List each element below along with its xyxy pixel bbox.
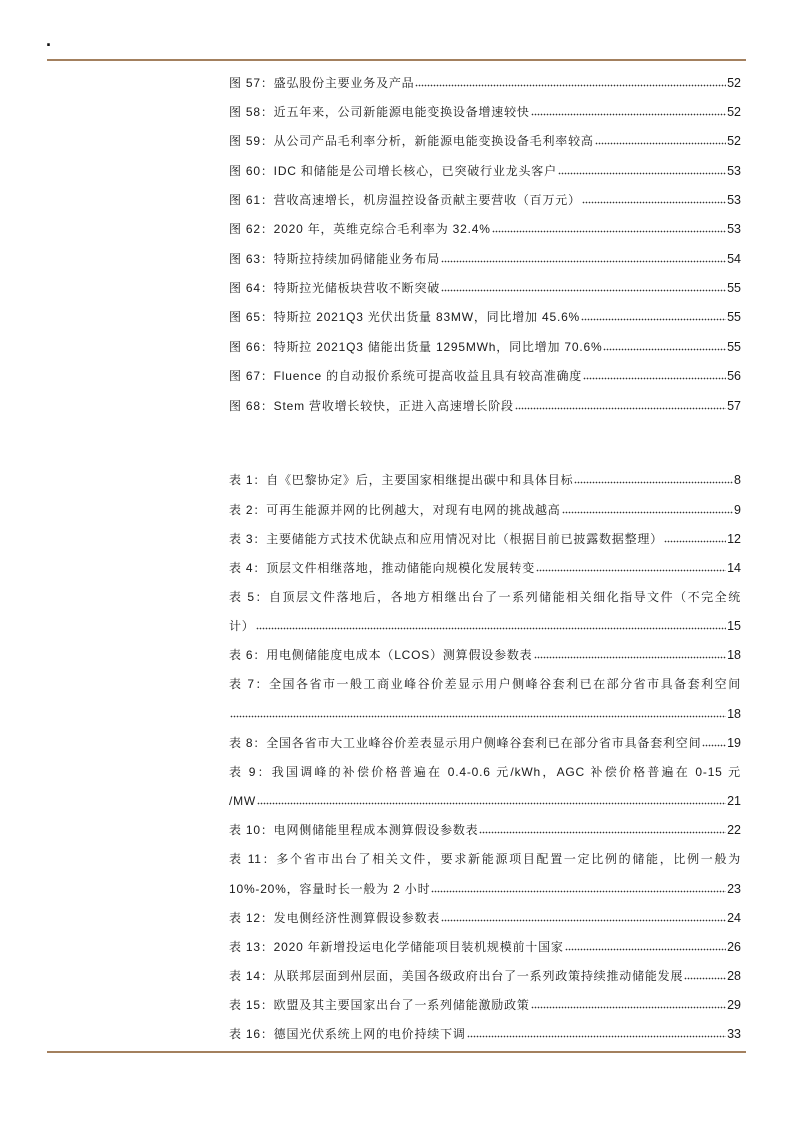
entry-page: 18 (727, 648, 741, 663)
dot-leader (565, 948, 726, 951)
entry-title: 表 4：顶层文件相继落地，推动储能向规模化发展转变 (229, 560, 536, 575)
figure-entry[interactable] (229, 186, 741, 215)
table-entry[interactable] (229, 904, 741, 933)
entry-continuation (229, 875, 741, 904)
table-entry[interactable] (229, 554, 741, 583)
header-rule (47, 59, 746, 61)
entry-page: 52 (727, 134, 741, 149)
entry-page: 18 (727, 706, 741, 721)
dot-leader (441, 260, 726, 263)
entry-title: 表 7：全国各省市一般工商业峰谷价差显示用户侧峰谷套利已在部分省市具备套利空间 (229, 677, 741, 692)
table-entry[interactable] (229, 496, 741, 525)
footer-rule (47, 1051, 746, 1053)
entry-page: 33 (727, 1027, 741, 1042)
dot-leader (441, 919, 726, 922)
figure-entry[interactable] (229, 245, 741, 274)
entry-title: 表 15：欧盟及其主要国家出台了一系列储能激励政策 (229, 998, 530, 1013)
dot-leader (664, 540, 726, 543)
entry-title: 表 3：主要储能方式技术优缺点和应用情况对比（根据目前已披露数据整理） (229, 531, 664, 546)
figure-entry[interactable] (229, 215, 741, 244)
entry-page: 8 (734, 473, 741, 488)
entry-title: 图 67：Fluence 的自动报价系统可提高收益且具有较高准确度 (229, 369, 583, 384)
figure-entry[interactable] (229, 303, 741, 332)
dot-leader (415, 84, 726, 87)
table-entry[interactable] (229, 933, 741, 962)
entry-title: 表 16：德国光伏系统上网的电价持续下调 (229, 1027, 466, 1042)
table-entry[interactable] (229, 1020, 741, 1049)
entry-title: 图 66：特斯拉 2021Q3 储能出货量 1295MWh，同比增加 70.6% (229, 339, 603, 354)
entry-title: 表 11：多个省市出台了相关文件，要求新能源项目配置一定比例的储能，比例一般为 (229, 852, 741, 867)
entry-page: 52 (727, 104, 741, 119)
dot-leader (257, 802, 726, 805)
entry-title-continued: 计） (229, 619, 255, 634)
table-entry[interactable] (229, 583, 741, 641)
dot-leader (492, 230, 726, 233)
entry-title-continued: /MW (229, 794, 257, 809)
table-entry[interactable] (229, 758, 741, 816)
dot-leader (467, 1035, 726, 1038)
dot-leader (515, 407, 726, 410)
table-entry[interactable] (229, 962, 741, 991)
entry-page: 55 (727, 339, 741, 354)
figure-entry[interactable] (229, 98, 741, 127)
figure-entry[interactable] (229, 157, 741, 186)
entry-title: 表 2：可再生能源并网的比例越大，对现有电网的挑战越高 (229, 502, 561, 517)
dot-leader (702, 744, 726, 747)
dot-leader (431, 890, 726, 893)
entry-page: 57 (727, 398, 741, 413)
entry-title: 表 10：电网侧储能里程成本测算假设参数表 (229, 823, 479, 838)
dot-leader (603, 348, 726, 351)
dot-leader (558, 172, 726, 175)
entry-title: 表 12：发电侧经济性测算假设参数表 (229, 910, 441, 925)
table-entry[interactable] (229, 816, 741, 845)
table-entry[interactable] (229, 670, 741, 728)
dot-leader (581, 318, 726, 321)
dot-leader (562, 511, 733, 514)
entry-page: 24 (727, 910, 741, 925)
dot-leader (531, 1006, 726, 1009)
figure-entry[interactable] (229, 69, 741, 98)
entry-page: 52 (727, 75, 741, 90)
entry-title: 表 13：2020 年新增投运电化学储能项目装机规模前十国家 (229, 939, 564, 954)
entry-page: 53 (727, 163, 741, 178)
entry-page: 29 (727, 998, 741, 1013)
entry-title: 图 61：营收高速增长，机房温控设备贡献主要营收（百万元） (229, 193, 581, 208)
entry-page: 53 (727, 222, 741, 237)
figure-entry[interactable] (229, 274, 741, 303)
dot-leader (230, 715, 726, 718)
entry-title: 图 59：从公司产品毛利率分析，新能源电能变换设备毛利率较高 (229, 134, 594, 149)
entry-title: 图 63：特斯拉持续加码储能业务布局 (229, 251, 441, 266)
dot-leader (531, 113, 726, 116)
table-entry[interactable] (229, 991, 741, 1020)
entry-page: 15 (727, 619, 741, 634)
dot-leader (574, 481, 733, 484)
entry-page: 56 (727, 369, 741, 384)
dot-leader (595, 142, 726, 145)
dot-leader (256, 627, 726, 630)
entry-continuation (229, 612, 741, 641)
dot-leader (582, 201, 726, 204)
entry-title: 表 9：我国调峰的补偿价格普遍在 0.4-0.6 元/kWh，AGC 补偿价格普遍在 0-15 元 (229, 764, 741, 779)
entry-title: 图 57：盛弘股份主要业务及产品 (229, 75, 415, 90)
entry-title: 图 65：特斯拉 2021Q3 光伏出货量 83MW，同比增加 45.6% (229, 310, 581, 325)
table-entry[interactable] (229, 466, 741, 495)
entry-title: 图 58：近五年来，公司新能源电能变换设备增速较快 (229, 104, 530, 119)
entry-page: 26 (727, 939, 741, 954)
dot-leader (534, 656, 727, 659)
entry-title-continued: 10%-20%，容量时长一般为 2 小时 (229, 881, 431, 896)
entry-page: 19 (727, 735, 741, 750)
entry-title: 图 68：Stem 营收增长较快，正进入高速增长阶段 (229, 398, 514, 413)
table-entry[interactable] (229, 641, 741, 670)
entry-title: 图 62：2020 年，英维克综合毛利率为 32.4% (229, 222, 491, 237)
table-entry[interactable] (229, 729, 741, 758)
entry-page: 23 (727, 881, 741, 896)
entry-page: 14 (727, 560, 741, 575)
dot-leader (684, 977, 726, 980)
dot-leader (536, 569, 726, 572)
entry-page: 28 (727, 969, 741, 984)
table-list (229, 466, 741, 1049)
entry-title: 表 5：自顶层文件落地后，各地方相继出台了一系列储能相关细化指导文件（不完全统 (229, 590, 741, 605)
entry-title: 表 6：用电侧储能度电成本（LCOS）测算假设参数表 (229, 648, 533, 663)
entry-page: 55 (727, 281, 741, 296)
dot-leader (583, 377, 726, 380)
figure-entry[interactable] (229, 127, 741, 156)
dot-leader (479, 831, 726, 834)
figure-entry[interactable] (229, 333, 741, 362)
entry-continuation (229, 787, 741, 816)
entry-page: 22 (727, 823, 741, 838)
entry-page: 55 (727, 310, 741, 325)
entry-page: 12 (727, 531, 741, 546)
entry-title: 图 60：IDC 和储能是公司增长核心，已突破行业龙头客户 (229, 163, 557, 178)
entry-page: 21 (727, 794, 741, 809)
header-mark: . (46, 30, 52, 50)
entry-page: 9 (734, 502, 741, 517)
entry-continuation (229, 700, 741, 729)
entry-page: 54 (727, 251, 741, 266)
table-entry[interactable] (229, 525, 741, 554)
entry-title: 图 64：特斯拉光储板块营收不断突破 (229, 281, 441, 296)
figure-entry[interactable] (229, 362, 741, 391)
figure-list (229, 69, 741, 421)
table-entry[interactable] (229, 845, 741, 903)
entry-page: 53 (727, 193, 741, 208)
figure-entry[interactable] (229, 392, 741, 421)
entry-title: 表 8：全国各省市大工业峰谷价差表显示用户侧峰谷套利已在部分省市具备套利空间 (229, 735, 702, 750)
dot-leader (441, 289, 726, 292)
entry-title: 表 1：自《巴黎协定》后，主要国家相继提出碳中和具体目标 (229, 473, 574, 488)
entry-title: 表 14：从联邦层面到州层面，美国各级政府出台了一系列政策持续推动储能发展 (229, 969, 684, 984)
